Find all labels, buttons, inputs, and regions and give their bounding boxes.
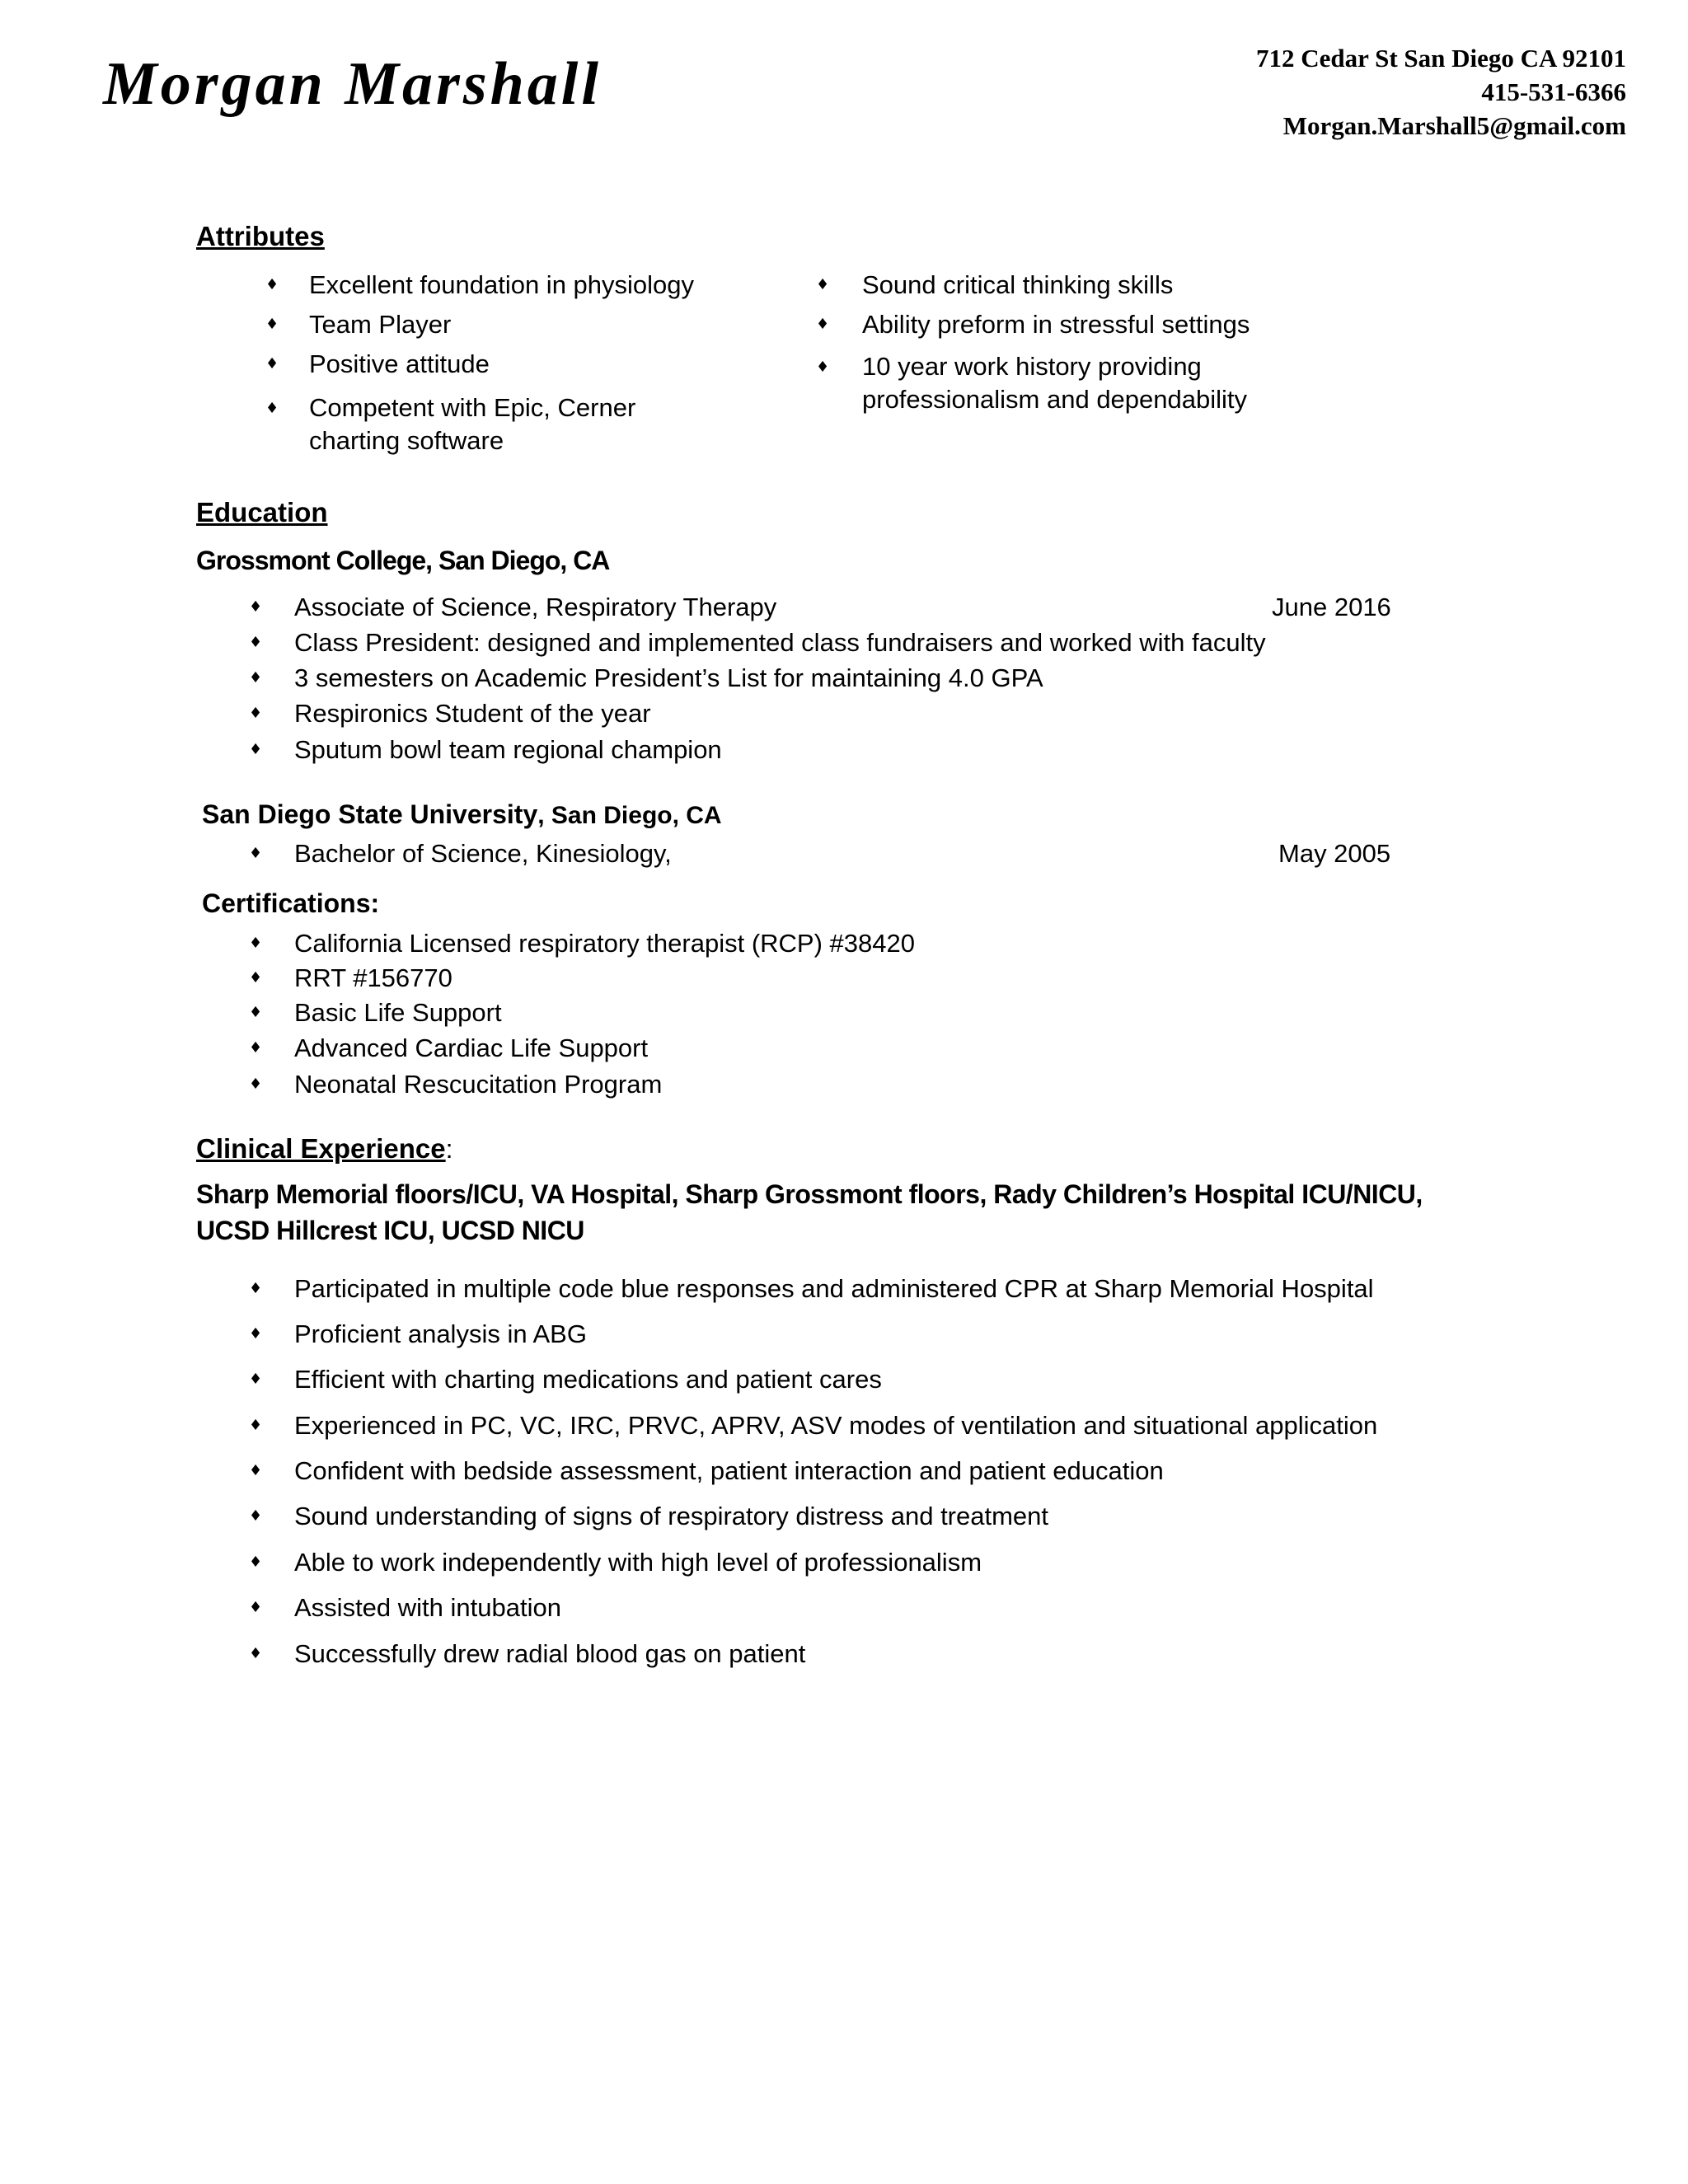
education-item: Bachelor of Science, Kinesiology, xyxy=(294,839,672,868)
bullet-icon: ♦ xyxy=(816,316,830,333)
bullet-icon: ♦ xyxy=(249,969,263,987)
clinical-item: Efficient with charting medications and patient cares xyxy=(294,1365,882,1394)
education-item: Respironics Student of the year xyxy=(294,699,651,728)
bullet-icon: ♦ xyxy=(249,1462,263,1479)
clinical-item: Able to work independently with high level of professionalism xyxy=(294,1548,982,1577)
candidate-name: Morgan Marshall xyxy=(103,50,602,118)
bullet-icon: ♦ xyxy=(265,276,279,293)
phone: 415-531-6366 xyxy=(1481,77,1626,106)
clinical-item: Proficient analysis in ABG xyxy=(294,1319,587,1348)
bullet-icon: ♦ xyxy=(265,400,279,417)
attribute-item: 10 year work history providing professionalism and dependability xyxy=(862,352,1248,414)
bullet-icon: ♦ xyxy=(249,935,263,952)
bullet-icon: ♦ xyxy=(249,1645,263,1662)
attributes-heading: Attributes xyxy=(196,221,325,251)
education-item: Class President: designed and implemented class fundraisers and worked with faculty xyxy=(294,628,1266,657)
email: Morgan.Marshall5@gmail.com xyxy=(1282,111,1626,140)
school-heading xyxy=(202,799,722,830)
certification-item: RRT #156770 xyxy=(294,963,452,992)
bullet-icon: ♦ xyxy=(816,276,830,293)
clinical-item: Participated in multiple code blue responses and administered CPR at Sharp Memorial Hospital xyxy=(294,1274,1374,1303)
certification-item: Basic Life Support xyxy=(294,998,502,1027)
bullet-icon: ♦ xyxy=(816,359,830,376)
bullet-icon: ♦ xyxy=(249,1371,263,1388)
clinical-heading-colon: : xyxy=(445,1134,453,1164)
school-name: San Diego State University xyxy=(202,799,538,829)
bullet-icon: ♦ xyxy=(249,1325,263,1343)
address: 712 Cedar St San Diego CA 92101 xyxy=(1256,44,1626,73)
bullet-icon: ♦ xyxy=(265,316,279,333)
clinical-heading xyxy=(196,1133,453,1165)
attribute-item: Competent with Epic, Cerner charting software xyxy=(309,393,636,455)
clinical-item: Confident with bedside assessment, patient interaction and patient education xyxy=(294,1456,1164,1485)
bullet-icon: ♦ xyxy=(249,634,263,651)
bullet-icon: ♦ xyxy=(249,1004,263,1021)
school-name: Grossmont College, San Diego, CA xyxy=(196,546,610,575)
bullet-icon: ♦ xyxy=(249,598,263,616)
education-item: Associate of Science, Respiratory Therapy xyxy=(294,593,777,621)
bullet-icon: ♦ xyxy=(249,1280,263,1297)
certification-item: Neonatal Rescucitation Program xyxy=(294,1070,663,1099)
bullet-icon: ♦ xyxy=(249,1554,263,1571)
bullet-icon: ♦ xyxy=(249,845,263,862)
bullet-icon: ♦ xyxy=(249,1076,263,1093)
certification-item: California Licensed respiratory therapist (RCP) #38420 xyxy=(294,929,915,958)
attribute-item: Sound critical thinking skills xyxy=(862,270,1174,299)
clinical-item: Sound understanding of signs of respiratory distress and treatment xyxy=(294,1502,1049,1530)
education-item: 3 semesters on Academic President’s List for maintaining 4.0 GPA xyxy=(294,663,1043,692)
clinical-item: Experienced in PC, VC, IRC, PRVC, APRV, ASV modes of ventilation and situational application xyxy=(294,1411,1378,1440)
graduation-date: May 2005 xyxy=(1278,839,1391,868)
clinical-item: Successfully drew radial blood gas on patient xyxy=(294,1639,806,1668)
bullet-icon: ♦ xyxy=(249,669,263,687)
bullet-icon: ♦ xyxy=(249,1417,263,1434)
certifications-heading: Certifications: xyxy=(202,888,380,918)
bullet-icon: ♦ xyxy=(249,741,263,758)
school-location: , San Diego, CA xyxy=(537,802,722,829)
bullet-icon: ♦ xyxy=(249,1599,263,1616)
bullet-icon: ♦ xyxy=(249,1507,263,1525)
contact-block xyxy=(1256,41,1626,143)
attribute-item: Team Player xyxy=(309,310,452,339)
clinical-sites: Sharp Memorial floors/ICU, VA Hospital, Sharp Grossmont floors, Rady Children’s Hospital ICU/NICU, UCSD Hillcrest ICU, UCSD NICU xyxy=(196,1179,1423,1245)
clinical-item: Assisted with intubation xyxy=(294,1593,561,1622)
graduation-date: June 2016 xyxy=(1272,593,1391,621)
education-item: Sputum bowl team regional champion xyxy=(294,735,722,764)
certification-item: Advanced Cardiac Life Support xyxy=(294,1033,649,1062)
attribute-item: Ability preform in stressful settings xyxy=(862,310,1250,339)
clinical-heading-label: Clinical Experience xyxy=(196,1133,446,1164)
attribute-item: Positive attitude xyxy=(309,349,490,378)
attribute-item: Excellent foundation in physiology xyxy=(309,270,695,299)
bullet-icon: ♦ xyxy=(249,705,263,722)
bullet-icon: ♦ xyxy=(265,355,279,373)
education-heading: Education xyxy=(196,497,328,527)
bullet-icon: ♦ xyxy=(249,1039,263,1057)
